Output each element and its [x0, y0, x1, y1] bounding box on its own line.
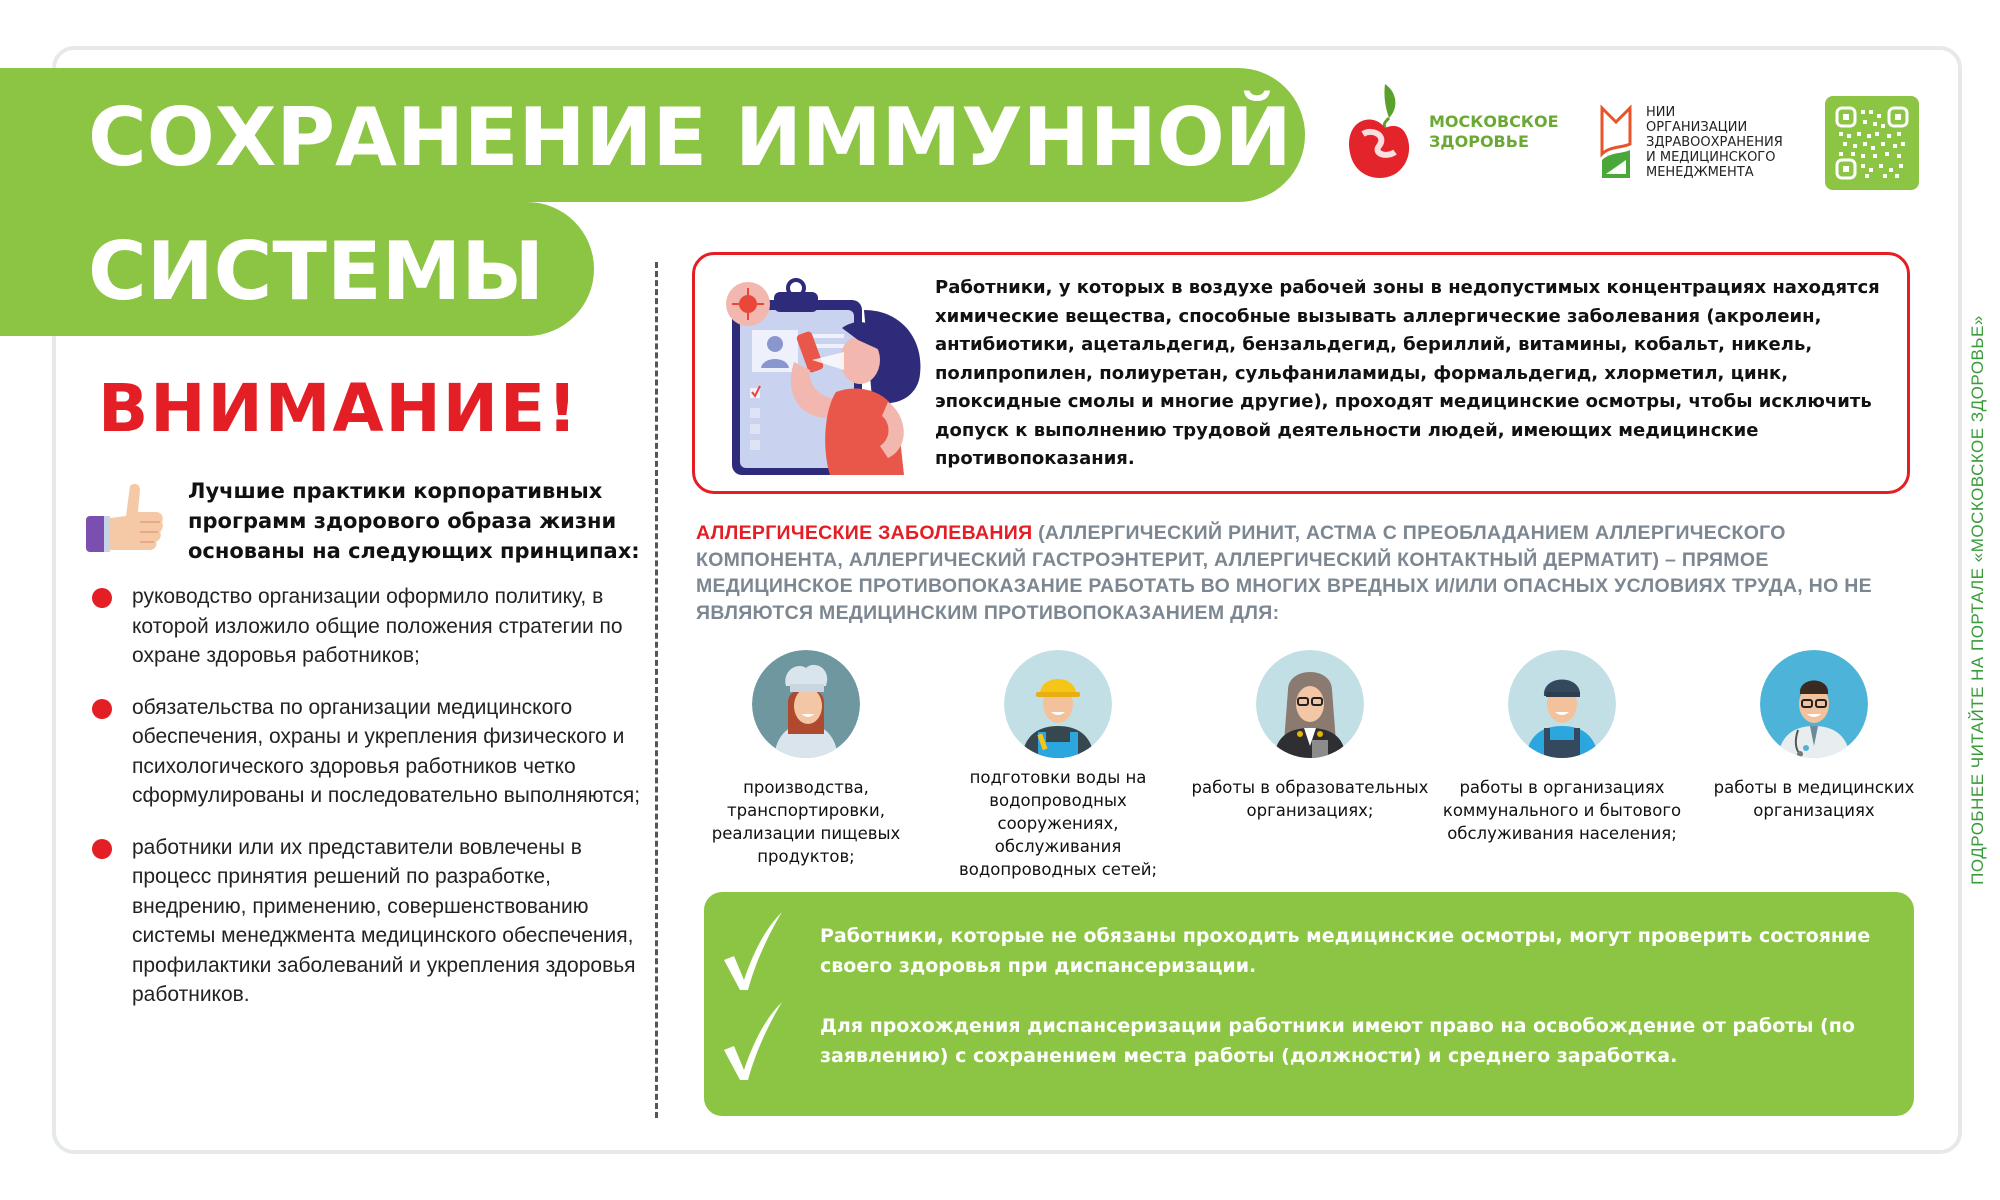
info-box-text: Работники, у которых в воздухе рабочей зоны в недопустимых концентрациях находятся химические вещества, способные вызывать аллергические заболевания (акролеин, антибиотики, ацетальдегид, бензальдегид, бериллий, витамины, кобальт, никель, полипропилен, полиуретан, сульфаниламиды, формальдегид, хлорметил, цинк, эпоксидные смолы и многие другие), проходят медицинские осмотры, чтобы исключить допуск к выполнению трудовой деятельности людей, имеющих медицинские противопоказания.: [935, 277, 1880, 469]
list-item-text: обязательства по организации медицинского обеспечения, охраны и укрепления физического и психологического здоровья работников четко сформулированы и последовательно выполняются;: [132, 695, 641, 807]
profession-caption: работы в организациях коммунального и бытового обслуживания населения;: [1442, 778, 1682, 843]
chef-avatar-icon: [752, 650, 860, 758]
book-logo-icon: [1600, 104, 1632, 180]
inhaler-woman-clipboard-illustration: [712, 270, 932, 480]
bullet-dot-icon: [92, 839, 112, 859]
note-item: [722, 1000, 1900, 1082]
teacher-avatar-icon: [1256, 650, 1364, 758]
thumbs-up-icon: [84, 482, 168, 556]
page-title: СОХРАНЕНИЕ ИММУННОЙ: [88, 91, 1292, 184]
avatar: [752, 650, 860, 758]
qr-code-icon: [1835, 106, 1909, 180]
logo-text: МЕНЕДЖМЕНТА: [1646, 164, 1754, 180]
profession-caption: производства, транспортировки, реализации пищевых продуктов;: [711, 778, 901, 866]
doctor-avatar-icon: [1760, 650, 1868, 758]
plumber-avatar-icon: [1004, 650, 1112, 758]
list-item: [90, 693, 650, 811]
professions-row: [680, 650, 1940, 881]
avatar: [1004, 650, 1112, 758]
qr-code[interactable]: [1825, 96, 1919, 190]
checkmark-icon: [722, 910, 784, 992]
profession-utility: [1436, 650, 1688, 881]
allergy-text: (АЛЛЕРГИЧЕСКИЙ РИНИТ, АСТМА С ПРЕОБЛАДАНИЕМ АЛЛЕРГИЧЕСКОГО КОМПОНЕНТА, АЛЛЕРГИЧЕСКИЙ ГАСТРОЭНТЕРИТ, АЛЛЕРГИЧЕСКИЙ КОНТАКТНЫЙ ДЕРМАТИТ) – ПРЯМОЕ МЕДИЦИНСКОЕ ПРОТИВОПОКАЗАНИЕ РАБОТАТЬ ВО МНОГИХ ВРЕДНЫХ И/ИЛИ ОПАСНЫХ УСЛОВИЯХ ТРУДА, НО НЕ ЯВЛЯЮТСЯ МЕДИЦИНСКИМ ПРОТИВОПОКАЗАНИЕМ ДЛЯ:: [696, 522, 1872, 624]
list-item-text: работники или их представители вовлечены в процесс принятия решений по разработке, внедрению, применению, совершенствованию системы менеджмента медицинского обеспечения, профилактики заболеваний и укрепления здоровья работников.: [132, 835, 636, 1006]
bullet-dot-icon: [92, 588, 112, 608]
apple-logo-icon: [1345, 82, 1415, 182]
profession-caption: работы в образовательных организациях;: [1191, 778, 1429, 820]
practices-heading: Лучшие практики корпоративных программ здорового образа жизни основаны на следующих принципах:: [188, 479, 640, 563]
logo-text: МОСКОВСКОЕ: [1429, 112, 1559, 131]
portal-link-text[interactable]: ПОДРОБНЕЕ ЧИТАЙТЕ НА ПОРТАЛЕ «МОСКОВСКОЕ ЗДОРОВЬЕ»: [1968, 315, 1987, 885]
profession-caption: работы в медицинских организациях: [1713, 778, 1915, 820]
note-item: [722, 910, 1900, 992]
logo-text: И МЕДИЦИНСКОГО: [1646, 149, 1776, 165]
nii-logo[interactable]: [1600, 104, 1783, 180]
note-text: Для прохождения диспансеризации работники имеют право на освобождение от работы (по заявлению) с сохранением места работы (должности) и среднего заработка.: [820, 1015, 1855, 1067]
list-item: [90, 582, 650, 671]
logo-text: ОРГАНИЗАЦИИ: [1646, 119, 1748, 135]
avatar: [1508, 650, 1616, 758]
allergy-paragraph: [696, 520, 1926, 626]
list-item-text: руководство организации оформило политику, в которой изложило общие положения стратегии по охране здоровья работников;: [132, 585, 623, 667]
column-divider: [655, 262, 658, 1118]
principles-list: [90, 582, 650, 1032]
bullet-dot-icon: [92, 699, 112, 719]
avatar: [1256, 650, 1364, 758]
logo-text: НИИ: [1646, 104, 1676, 120]
list-item: [90, 833, 650, 1010]
profession-water: [932, 650, 1184, 881]
logo-text: ЗДОРОВЬЕ: [1429, 132, 1529, 151]
utility-worker-avatar-icon: [1508, 650, 1616, 758]
profession-food: [680, 650, 932, 881]
note-text: Работники, которые не обязаны проходить медицинские осмотры, могут проверить состояние своего здоровья при диспансеризации.: [820, 925, 1871, 977]
avatar: [1760, 650, 1868, 758]
logo-text: ЗДРАВООХРАНЕНИЯ: [1646, 134, 1783, 150]
profession-education: [1184, 650, 1436, 881]
checkmark-icon: [722, 1000, 784, 1082]
allergy-highlight: АЛЛЕРГИЧЕСКИЕ ЗАБОЛЕВАНИЯ: [696, 522, 1033, 544]
profession-medical: [1688, 650, 1940, 881]
profession-caption: подготовки воды на водопроводных сооружениях, обслуживания водопроводных сетей;: [959, 768, 1157, 879]
moscow-health-logo[interactable]: [1345, 82, 1559, 182]
page-title-line-2: СИСТЕМЫ: [88, 225, 545, 318]
attention-heading: ВНИМАНИЕ!: [98, 370, 580, 447]
